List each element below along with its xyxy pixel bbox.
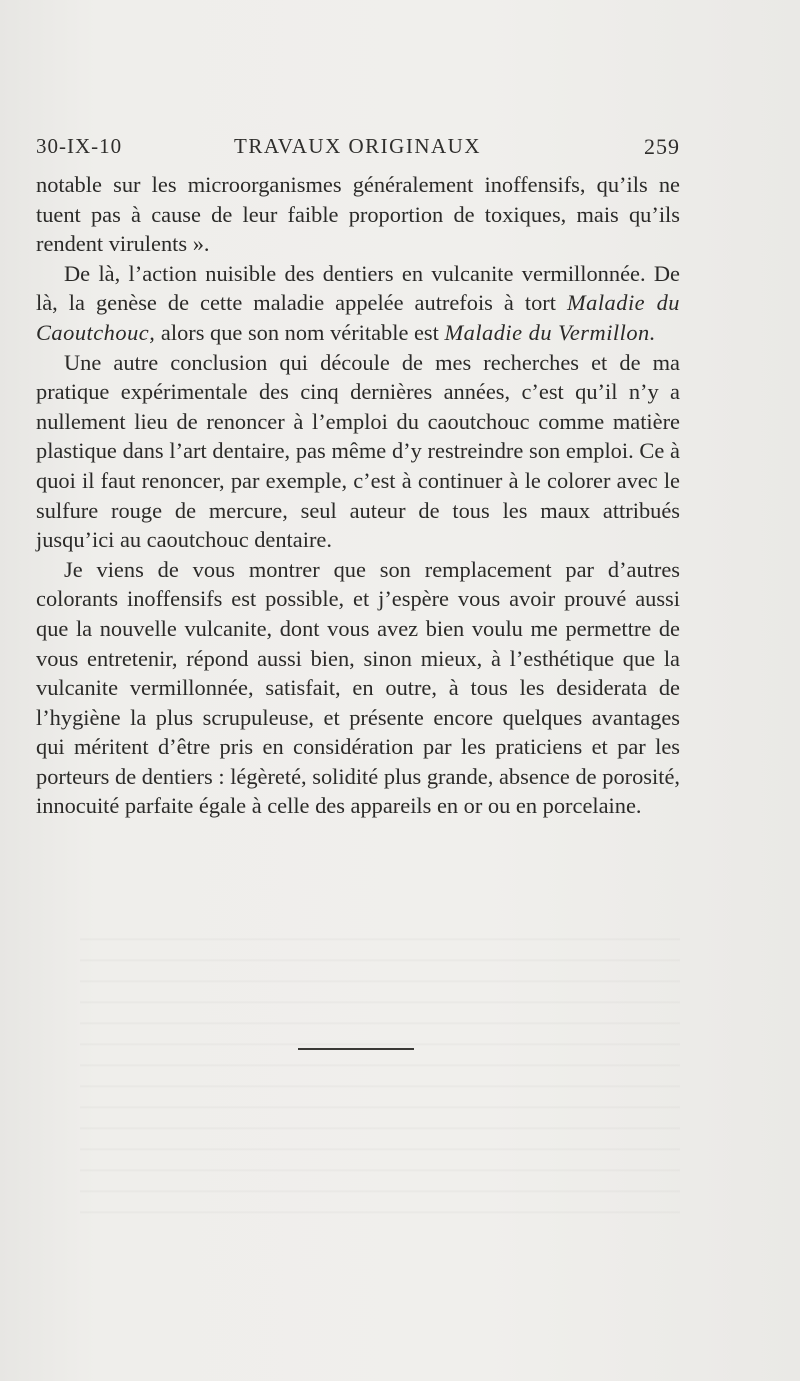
running-header bbox=[36, 134, 684, 164]
paragraph-2-part-a: De là, l’action nuisible des dentiers en vulcanite vermillonnée. De là, la genèse de cette maladie appelée autrefois à tort bbox=[36, 260, 680, 316]
paragraph-1: notable sur les microorganismes généralement inoffensifs, qu’ils ne tuent pas à cause de leur faible proportion de toxiques, mais qu’ils rendent virulents ». bbox=[36, 172, 680, 257]
header-title: TRAVAUX ORIGINAUX bbox=[234, 134, 481, 158]
body-text bbox=[36, 170, 680, 821]
section-end-rule bbox=[298, 1048, 414, 1050]
header-date: 30-IX-10 bbox=[36, 134, 123, 158]
paragraph-4: Je viens de vous montrer que son remplacement par d’autres colorants inoffensifs est possible, et j’espère vous avoir prouvé aussi que la nouvelle vulcanite, dont vous avez bien voulu me permettre de vous entretenir, répond aussi bien, sinon mieux, à l’esthétique que la vulcanite vermillonnée, satisfait, en outre, à tous les desiderata de l’hygiène la plus scrupuleuse, et présente encore quelques avantages qui méritent d’être pris en considération par les praticiens et par les porteurs de dentiers : légèreté, solidité plus grande, absence de porosité, innocuité parfaite égale à celle des appareils en or ou en porcelaine. bbox=[36, 556, 680, 819]
italic-term-2: Maladie du Vermillon. bbox=[444, 319, 656, 345]
show-through-text bbox=[80, 920, 680, 1220]
paragraph-3: Une autre conclusion qui découle de mes recherches et de ma pratique expérimentale des cinq dernières années, c’est qu’il n’y a nullement lieu de renoncer à l’emploi du caoutchouc comme matière plastique dans l’art dentaire, pas même d’y restreindre son emploi. Ce à quoi il faut renoncer, par exemple, c’est à continuer à le colorer avec le sulfure rouge de mercure, seul auteur de tous les maux attribués jusqu’ici au caoutchouc dentaire. bbox=[36, 349, 680, 553]
paragraph-2 bbox=[36, 259, 680, 348]
paragraph-2-part-b: alors que son nom véritable est bbox=[155, 319, 445, 345]
italic-term-1: Maladie du Caoutchouc, bbox=[36, 290, 681, 345]
page-number: 259 bbox=[644, 134, 680, 159]
